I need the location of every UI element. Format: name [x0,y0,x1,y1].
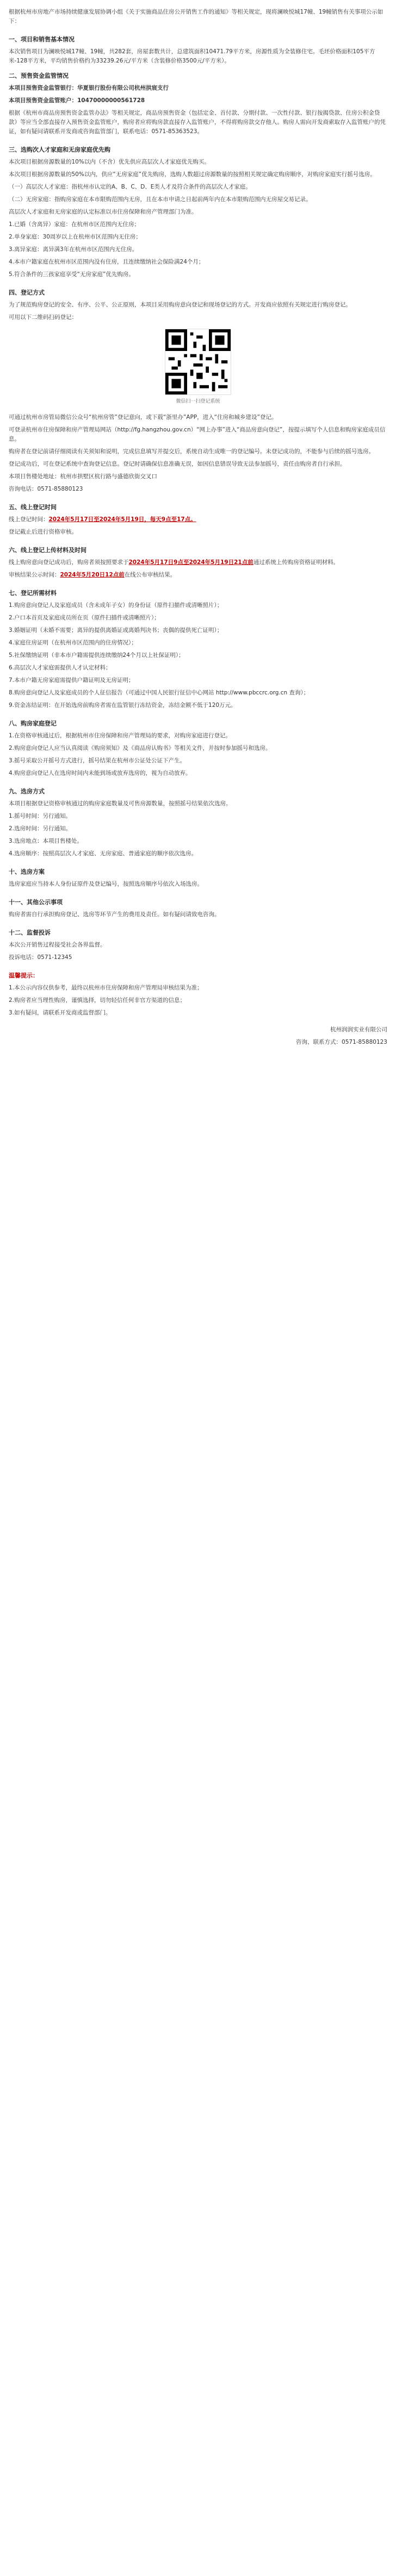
paragraph: 本项目根据登记资格审核通过的购房家庭数量及可售房源数量，按照摇号结果依次选房。 [9,800,232,807]
section-title: 十一、其他公示事项 [9,899,63,906]
notice-page [0,0,396,1072]
section-title: 一、项目和销售基本情况 [9,36,75,43]
list-item: 7.本市户籍无房家庭需提供户籍证明及无房证明； [9,677,134,684]
section-title: 九、选房方式 [9,788,45,795]
contact-line: 咨询、联系方式：0571-85880123 [296,1039,387,1045]
paragraph: 本项目预售资金监管账户：10470000000561728 [9,97,145,104]
paragraph: （二）无房家庭：指购房家庭在本市限购范围内无房，且在本市申请之日起前两年内在本市限购范围内无房屋交易记录。 [9,196,312,203]
paragraph: 本项目预售资金监管银行：华夏银行股份有限公司杭州拱宸支行 [9,85,169,91]
paragraph: 本次项目根据房源数量的10%以内（不含）优先供应高层次人才家庭优先购买。 [9,159,210,165]
section-title: 六、线上登记上传材料及时间 [9,547,86,554]
list-item: 4.本市户籍家庭在杭州市区范围内没有住房，且连续缴纳社会保险满24个月； [9,259,205,265]
paragraph: 为了规范购房登记的安全、有序、公平、公正原则，本项目采用购房意向登记和现场登记的方式。开发商应依照有关规定进行购房登记。 [9,302,351,308]
paragraph: 可通过杭州市房管局微信公众号“杭州房管”登记意向，或下载“浙里办”APP，进入“住房和城乡建设”登记。 [9,414,277,421]
paragraph: 本次公开销售过程接受社会各界监督。 [9,942,106,948]
list-item: 1.本公示内容仅供参考，最终以杭州市住房保障和房产管理局审核结果为准； [9,985,203,991]
list-item: 5.社保缴纳证明（非本市户籍需提供连续缴纳24个月以上社保证明）； [9,652,184,659]
paragraph: 选房家庭应当持本人身份证原件及登记编号，按照选房顺序号依次入场选房。 [9,881,203,887]
section-supervision [9,928,387,962]
section-priority [9,145,387,279]
section-materials [9,588,387,710]
list-item: 1.购房意向登记人及家庭成员（含未成年子女）的身份证（原件扫描件或清晰照片）； [9,602,223,609]
qr-code-icon[interactable] [165,329,231,395]
label: 线上登记时间： [9,516,49,523]
paragraph [9,515,387,524]
list-item: 2.单身家庭：30周岁以上在杭州市区范围内无住房； [9,234,141,240]
paragraph: 2.选房时间：另行通知。 [9,825,72,832]
paragraph: 3.选房地点：本项目售楼处。 [9,838,83,844]
list-item: 9.资金冻结证明：在开始选房前购房者需在监管银行冻结资金，冻结金额不低于120万元。 [9,702,237,709]
section-title: 四、登记方式 [9,289,45,296]
paragraph: 可登录杭州市住房保障和房产管理局网站（http://fg.hangzhou.gov.cn）“网上办事”进入“商品房意向登记”，按提示填写个人信息和购房家庭成员信息。 [9,427,386,442]
paragraph: 4.选房顺序：按照高层次人才家庭、无房家庭、普通家庭的顺序依次选房。 [9,850,197,857]
list-item: 3.如有疑问，请联系开发商或监督部门。 [9,1010,112,1016]
paragraph: 4.购房意向登记人在选房时间内未能到场或放弃选房的，视为自动放弃。 [9,770,191,776]
highlight-date: 2024年5月17日至2024年5月19日，每天9点至17点。 [48,516,196,523]
list-item: 3.离异家庭：离异满3年在杭州市区范围内无住房。 [9,246,138,253]
signature-block [9,1025,387,1047]
paragraph: 2.购房意向登记人应当认真阅读《购房须知》及《商品房认购书》等相关文件，并按时参加摇号和选房。 [9,745,271,751]
section-title: 三、选购次人才家庭和无房家庭优先购 [9,146,110,153]
text: 审核结果公示时间： [9,572,60,578]
list-item: 6.高层次人才家庭需提供人才认定材料； [9,665,112,671]
paragraph: 本次项目根据房源数量的50%以内，供应“无房家庭”优先购房，选购人数超过房源数量的按照相关规定确定购房顺序，对购房家庭实行摇号选房。 [9,171,376,178]
section-upload [9,546,387,580]
warm-tips [9,971,387,1018]
paragraph: 1.在资格审核通过后，根据杭州市住房保障和房产管理局的要求，对购房家庭进行登记。 [9,732,232,739]
paragraph [9,571,387,580]
paragraph: 登记截止后进行资格审核。 [9,529,77,535]
qr-block [9,329,387,406]
text: 通过系统上传购房资格证明材料。 [253,559,339,566]
section-title: 八、购房家庭登记 [9,720,57,727]
paragraph: 投诉电话：0571-12345 [9,954,72,961]
section-title: 十二、监督投诉 [9,929,51,936]
list-item: 5.符合条件的三孩家庭享受“无房家庭”优先购房。 [9,271,134,278]
section-online-time [9,503,387,537]
paragraph: 高层次人才家庭和无房家庭的认定标准以市住房保障和房产管理部门为准。 [9,209,197,215]
company-name: 杭州润润实业有限公司 [330,1026,387,1033]
paragraph: 购房者需自行承担购房登记、选房等环节产生的费用及责任。如有疑问请致电咨询。 [9,911,220,918]
highlight-date: 2024年5月20日12点前 [60,572,125,578]
section-title: 七、登记所需材料 [9,590,57,597]
list-item: 3.婚姻证明（未婚不需要；离异的提供离婚证或离婚判决书；丧偶的提供死亡证明）； [9,627,223,634]
paragraph: 登记成功后，可在登记系统中查询登记信息。登记时请确保信息准确无误，如因信息错误导致无法参加摇号，责任由购房者自行承担。 [9,461,346,467]
text: 线上购房意向登记成功后，购房者须按照要求于 [9,559,129,566]
section-family-registration [9,719,387,778]
paragraph: 3.摇号采取公开摇号方式进行，摇号结果在杭州市公证处公证下产生。 [9,757,186,764]
list-item: 8.购房意向登记人及家庭成员的个人征信报告（可通过中国人民银行征信中心网站 http://www.pbccrc.org.cn 查询）； [9,690,310,696]
paragraph: 本项目售楼处地址：杭州市拱墅区杭行路与盛德欣街交叉口 [9,473,157,480]
section-selection-method [9,787,387,858]
intro-paragraph: 根据杭州市房地产市场持续健康发展协调小组《关于实施商品住房公开销售工作的通知》等相关规定，现将澜映悦城17幢、19幢销售有关事项公示如下： [9,9,383,24]
tips-title: 温馨提示： [9,972,39,979]
paragraph: 咨询电话：0571-85880123 [9,486,83,492]
section-title: 二、预售资金监管情况 [9,72,69,79]
list-item: 4.家庭住房证明（在杭州市区范围内的住房情况）； [9,640,137,646]
paragraph: （一）高层次人才家庭：指杭州市认定的A、B、C、D、E类人才及符合条件的高层次人才家庭。 [9,184,251,190]
list-item: 2.户口本首页及家庭成员所在页（原件扫描件或清晰照片）； [9,615,160,621]
highlight-date: 2024年5月17日9点至2024年5月19日21点前 [128,559,253,566]
section-other [9,898,387,919]
section-project-info [9,35,387,136]
paragraph: 购房者在登记前请仔细阅读有关须知和说明，完成信息填写并提交后，系统自动生成唯一的登记编号。未登记成功的，不能参与后续的摇号选房。 [9,448,374,455]
qr-caption: 微信扫一扫登记系统 [176,399,220,404]
paragraph: 根据《杭州市商品房预售资金监管办法》等相关规定，商品房预售资金（包括定金、首付款、分期付款、一次性付款、银行按揭贷款、住房公积金贷款）等应当全部直接存入预售资金监管账户，购房者应将购房款直接存入监管账户，不得将购房款交存他人。购房人需向开发商索取存入监管账户的凭证，如有疑问请联系开发商或咨询监管部门，联系电话：0571-85363523。 [9,110,386,135]
section-title: 十、选房方案 [9,868,45,875]
paragraph: 1.摇号时间：另行通知。 [9,813,72,819]
paragraph: 可用以下二维码扫码登记： [9,314,77,321]
list-item: 2.购房者应当理性购房，谨慎选择，切勿轻信任何非官方渠道的信息； [9,997,186,1004]
list-item: 1.已婚（含离异）家庭：在杭州市区范围内无住房； [9,221,140,228]
section-title: 五、线上登记时间 [9,504,57,511]
text: 在线公布审核结果。 [124,572,176,578]
paragraph: 本次销售项目为澜映悦城17幢、19幢，共282套，房屋套数共计，总建筑面积10471.79平方米，房源性质为全装修住宅。毛坯价格面积105平方米-128平方米，平均销售价格约为33239.26元/平方米（含装修价格3500元/平方米）。 [9,48,375,64]
section-selection-plan [9,867,387,889]
paragraph [9,558,387,567]
section-registration [9,288,387,494]
